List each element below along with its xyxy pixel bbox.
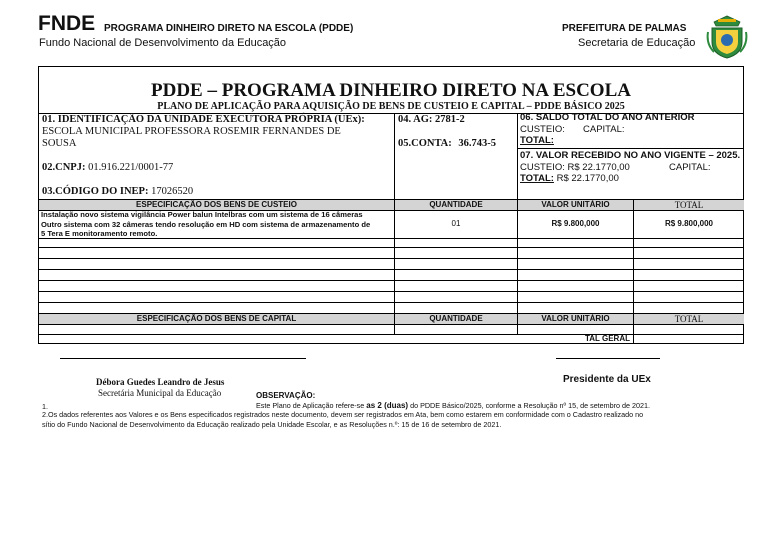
recebido-custeio-value: R$ 22.1770,00: [567, 162, 630, 173]
note-2-line1: 2.Os dados referentes aos Valores e os Bens especificados registrados neste documento, devem ser registrados em Ata, bem como estarem em conformidade com o Cadastro realizado no: [42, 410, 644, 419]
recebido-title: 07. VALOR RECEBIDO NO ANO VIGENTE – 2025.: [520, 150, 741, 161]
inep-value: 17026520: [151, 186, 194, 197]
ident-label: 01. IDENTIFICAÇÃO DA UNIDADE EXECUTORA PRÓPRIA (UEx):: [42, 114, 365, 125]
bank-account-row: [398, 138, 496, 149]
custeio-desc-line1: Instalação novo sistema vigilância Power balun Intelbras com um sistema de 16 câmeras: [41, 210, 363, 219]
custeio-desc-line3: 5 Tera E monitoramento remoto.: [41, 229, 158, 238]
saldo-total: TOTAL:: [520, 135, 554, 146]
school-name-line2: SOUSA: [42, 138, 77, 149]
document-title: PDDE – PROGRAMA DINHEIRO DIRETO NA ESCOLA: [151, 80, 631, 101]
saldo-capital: CAPITAL:: [583, 124, 625, 135]
city-coat-of-arms-icon: [706, 12, 748, 60]
president-label: Presidente da UEx: [563, 374, 651, 385]
recebido-capital: CAPITAL:: [669, 162, 711, 173]
cnpj-label: 02.CNPJ:: [42, 162, 86, 173]
account-value: 36.743-5: [458, 138, 497, 149]
document-subtitle: PLANO DE APLICAÇÃO PARA AQUISIÇÃO DE BENS DE CUSTEIO E CAPITAL – PDDE BÁSICO 2025: [157, 101, 625, 112]
total-geral-label: TAL GERAL: [584, 334, 630, 343]
capital-header-spec: ESPECIFICAÇÃO DOS BENS DE CAPITAL: [39, 314, 394, 324]
note-1-post: do PDDE Básico/2025, conforme a Resolução nº 15, de setembro de 2021.: [408, 401, 651, 410]
recebido-total-value: R$ 22.1770,00: [556, 173, 619, 184]
signature-line-secretary: [60, 358, 306, 359]
note-1-bold: as 2 (duas): [366, 401, 409, 410]
capital-header-unit: VALOR UNITÁRIO: [518, 314, 633, 324]
fund-name: Fundo Nacional de Desenvolvimento da Educação: [39, 37, 287, 49]
account-label: 05.CONTA:: [398, 138, 452, 149]
fnde-logo-text: FNDE: [38, 12, 96, 35]
recebido-custeio: [520, 162, 630, 173]
note-1-text: [256, 401, 650, 410]
cnpj-row: [42, 162, 173, 173]
secretary-name: Débora Guedes Leandro de Jesus: [96, 377, 225, 387]
recebido-total: [520, 173, 619, 184]
custeio-desc-line2: Outro sistema com 32 câmeras tendo resolução em HD com sistema de armazenamento de: [41, 219, 371, 229]
custeio-item-desc: [41, 210, 370, 239]
saldo-custeio: CUSTEIO:: [520, 124, 565, 135]
saldo-title: 06. SALDO TOTAL DO ANO ANTERIOR: [520, 112, 695, 123]
school-name-line1: ESCOLA MUNICIPAL PROFESSORA ROSEMIR FERNANDES DE: [42, 126, 341, 137]
custeio-header-spec: ESPECIFICAÇÃO DOS BENS DE CUSTEIO: [39, 200, 394, 210]
custeio-item-qty: 01: [451, 219, 461, 228]
capital-header-total: TOTAL: [634, 314, 744, 324]
inep-row: [42, 186, 193, 197]
secretariat-name: Secretaria de Educação: [578, 37, 696, 49]
inep-label: 03.CÓDIGO DO INEP:: [42, 186, 149, 197]
custeio-item-total: R$ 9.800,000: [664, 219, 714, 228]
bank-agency: 04. AG: 2781-2: [398, 114, 465, 125]
custeio-item-unit: R$ 9.800,000: [551, 219, 600, 228]
note-1-number: 1.: [42, 402, 48, 411]
observation-label: OBSERVAÇÃO:: [256, 391, 316, 400]
secretary-role: Secretária Municipal da Educação: [98, 388, 222, 398]
recebido-total-label: TOTAL:: [520, 173, 554, 184]
custeio-header-total: TOTAL: [634, 200, 744, 210]
prefecture-name: PREFEITURA DE PALMAS: [562, 23, 687, 34]
note-1-pre: Este Plano de Aplicação refere-se: [256, 401, 367, 410]
recebido-custeio-label: CUSTEIO:: [520, 162, 565, 173]
cnpj-value: 01.916.221/0001-77: [88, 162, 174, 173]
capital-header-qty: QUANTIDADE: [395, 314, 517, 324]
custeio-header-unit: VALOR UNITÁRIO: [518, 200, 633, 210]
custeio-header-qty: QUANTIDADE: [395, 200, 517, 210]
program-name: PROGRAMA DINHEIRO DIRETO NA ESCOLA (PDDE): [104, 23, 354, 34]
note-2-line2: sítio do Fundo Nacional de Desenvolvimento da Educação realizado pela Unidade Escolar, e as Resoluções n.º: 15 de 16 de setembro de 2021.: [42, 420, 502, 429]
signature-line-president: [556, 358, 660, 359]
